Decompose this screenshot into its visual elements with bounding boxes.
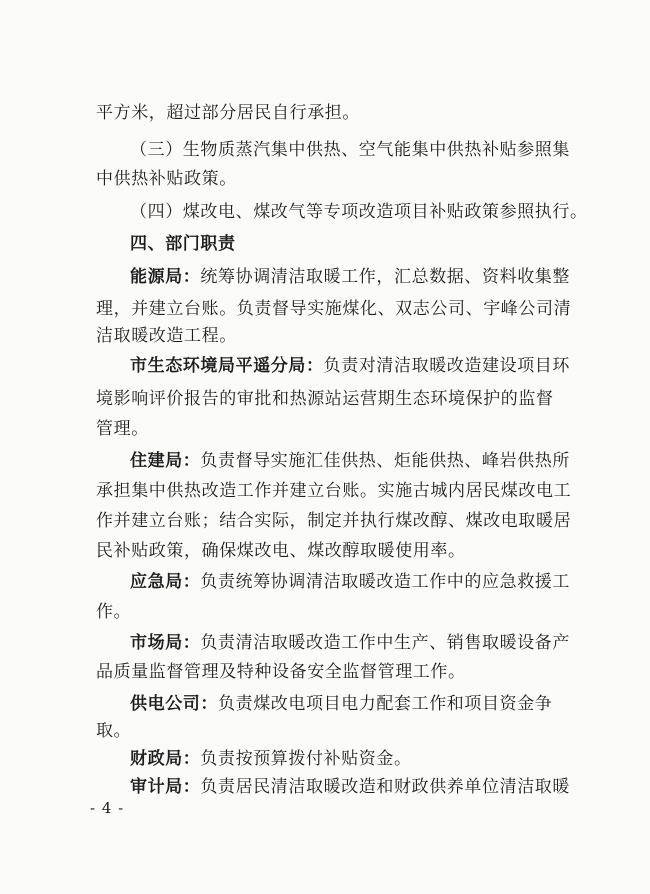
paragraph-line: （四）煤改电、煤改气等专项改造项目补贴政策参照执行。 (130, 202, 588, 222)
section-power-first-line (130, 693, 552, 715)
paragraph-line: 取。 (96, 721, 132, 741)
paragraph-line: 理，并建立台账。负责督导实施煤化、双志公司、宇峰公司清 (96, 299, 572, 319)
section-audit-first-line (130, 776, 570, 798)
paragraph-line: 作并建立台账；结合实际，制定并执行煤改醇、煤改电取暖居 (96, 511, 572, 531)
section-emergency-first-line (130, 571, 570, 593)
section-market-first-line (130, 632, 570, 654)
paragraph-line: 作。 (96, 602, 132, 622)
section-label: 应急局： (130, 572, 201, 592)
section-housing-first-line (130, 450, 570, 472)
section-label: 能源局： (130, 267, 201, 287)
section-energy-first-line (130, 266, 570, 288)
paragraph-line: 承担集中供热改造工作并建立台账。实施古城内居民煤改电工 (96, 481, 572, 501)
paragraph-line: 洁取暖改造工程。 (96, 326, 237, 346)
paragraph-line: 中供热补贴政策。 (96, 169, 237, 189)
paragraph-line: 民补贴政策，确保煤改电、煤改醇取暖使用率。 (96, 541, 466, 561)
paragraph-line: 境影响评价报告的审批和热源站运营期生态环境保护的监督 (96, 389, 554, 409)
section-text: 负责按预算拨付补贴资金。 (200, 749, 412, 769)
section-ecology-first-line (130, 355, 570, 377)
section-label: 供电公司： (130, 694, 218, 714)
section-text: 负责统筹协调清洁取暖改造工作中的应急救援工 (200, 572, 571, 592)
section-label: 住建局： (130, 451, 201, 471)
section-text: 负责清洁取暖改造工作中生产、销售取暖设备产 (200, 633, 571, 653)
section-label: 审计局： (130, 777, 201, 797)
section-heading: 四、部门职责 (130, 234, 236, 254)
section-label: 市生态环境局平遥分局： (130, 356, 324, 376)
section-text: 统筹协调清洁取暖工作，汇总数据、资料收集整 (200, 267, 571, 287)
page-number: - 4 - (90, 799, 125, 817)
paragraph-line: 管理。 (96, 419, 149, 439)
paragraph-line: 平方米，超过部分居民自行承担。 (96, 103, 360, 123)
section-label: 市场局： (130, 633, 201, 653)
section-finance-first-line (130, 748, 412, 770)
section-text: 负责煤改电项目电力配套工作和项目资金争 (218, 694, 553, 714)
section-text: 负责督导实施汇佳供热、炬能供热、峰岩供热所 (200, 451, 571, 471)
paragraph-line: （三）生物质蒸汽集中供热、空气能集中供热补贴参照集 (130, 140, 570, 160)
section-text: 负责对清洁取暖改造建设项目环 (323, 356, 571, 376)
paragraph-line: 品质量监督管理及特种设备安全监督管理工作。 (96, 662, 466, 682)
section-text: 负责居民清洁取暖改造和财政供养单位清洁取暖 (200, 777, 571, 797)
section-label: 财政局： (130, 749, 201, 769)
